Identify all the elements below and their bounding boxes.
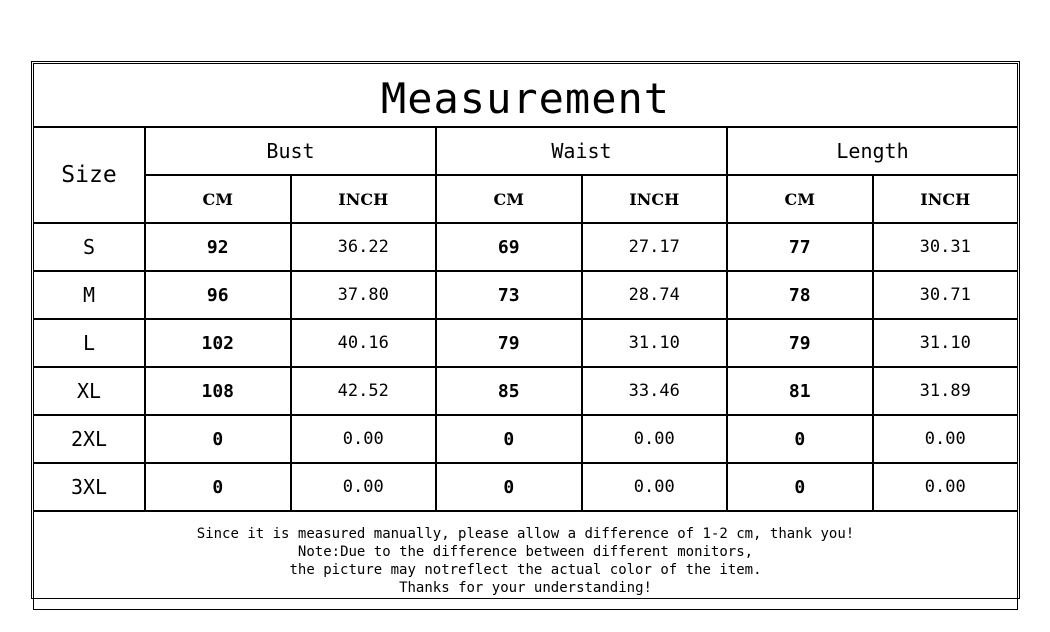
unit-header-waist-cm: CM	[437, 176, 581, 222]
size-cell: 3XL	[34, 464, 144, 510]
measurement-table-frame	[31, 61, 1020, 599]
waist-inch-cell: 0.00	[583, 464, 727, 510]
length-inch-cell: 31.89	[874, 368, 1018, 414]
length-cm-cell: 77	[728, 224, 872, 270]
bust-cm-cell: 102	[146, 320, 290, 366]
size-header: Size	[34, 128, 144, 222]
group-header-bust: Bust	[146, 128, 435, 174]
bust-inch-cell: 40.16	[292, 320, 436, 366]
length-inch-cell: 0.00	[874, 416, 1018, 462]
bust-cm-cell: 108	[146, 368, 290, 414]
group-header-waist: Waist	[437, 128, 726, 174]
waist-inch-cell: 0.00	[583, 416, 727, 462]
unit-header-length-inch: INCH	[874, 176, 1018, 222]
waist-cm-cell: 73	[437, 272, 581, 318]
waist-cm-cell: 0	[437, 416, 581, 462]
note-line: Note:Due to the difference between different monitors,	[297, 543, 754, 560]
measurement-note	[34, 512, 1017, 609]
waist-cm-cell: 69	[437, 224, 581, 270]
size-cell: XL	[34, 368, 144, 414]
note-line: the picture may notreflect the actual color of the item.	[289, 561, 762, 578]
unit-header-length-cm: CM	[728, 176, 872, 222]
bust-cm-cell: 0	[146, 464, 290, 510]
length-cm-cell: 0	[728, 416, 872, 462]
measurement-table	[34, 64, 1017, 596]
bust-inch-cell: 42.52	[292, 368, 436, 414]
length-inch-cell: 30.31	[874, 224, 1018, 270]
group-header-length: Length	[728, 128, 1017, 174]
length-cm-cell: 81	[728, 368, 872, 414]
length-inch-cell: 0.00	[874, 464, 1018, 510]
waist-cm-cell: 85	[437, 368, 581, 414]
unit-header-waist-inch: INCH	[583, 176, 727, 222]
note-line: Since it is measured manually, please allow a difference of 1-2 cm, thank you!	[196, 525, 855, 542]
bust-cm-cell: 0	[146, 416, 290, 462]
bust-inch-cell: 0.00	[292, 464, 436, 510]
size-cell: L	[34, 320, 144, 366]
bust-cm-cell: 92	[146, 224, 290, 270]
length-inch-cell: 30.71	[874, 272, 1018, 318]
bust-inch-cell: 0.00	[292, 416, 436, 462]
waist-inch-cell: 28.74	[583, 272, 727, 318]
table-title: Measurement	[34, 64, 1017, 126]
bust-cm-cell: 96	[146, 272, 290, 318]
bust-inch-cell: 37.80	[292, 272, 436, 318]
length-cm-cell: 78	[728, 272, 872, 318]
unit-header-bust-inch: INCH	[292, 176, 436, 222]
note-line: Thanks for your understanding!	[399, 579, 652, 596]
length-inch-cell: 31.10	[874, 320, 1018, 366]
waist-inch-cell: 27.17	[583, 224, 727, 270]
unit-header-bust-cm: CM	[146, 176, 290, 222]
waist-inch-cell: 33.46	[583, 368, 727, 414]
bust-inch-cell: 36.22	[292, 224, 436, 270]
length-cm-cell: 0	[728, 464, 872, 510]
waist-cm-cell: 0	[437, 464, 581, 510]
size-cell: M	[34, 272, 144, 318]
waist-inch-cell: 31.10	[583, 320, 727, 366]
length-cm-cell: 79	[728, 320, 872, 366]
size-cell: 2XL	[34, 416, 144, 462]
waist-cm-cell: 79	[437, 320, 581, 366]
size-cell: S	[34, 224, 144, 270]
